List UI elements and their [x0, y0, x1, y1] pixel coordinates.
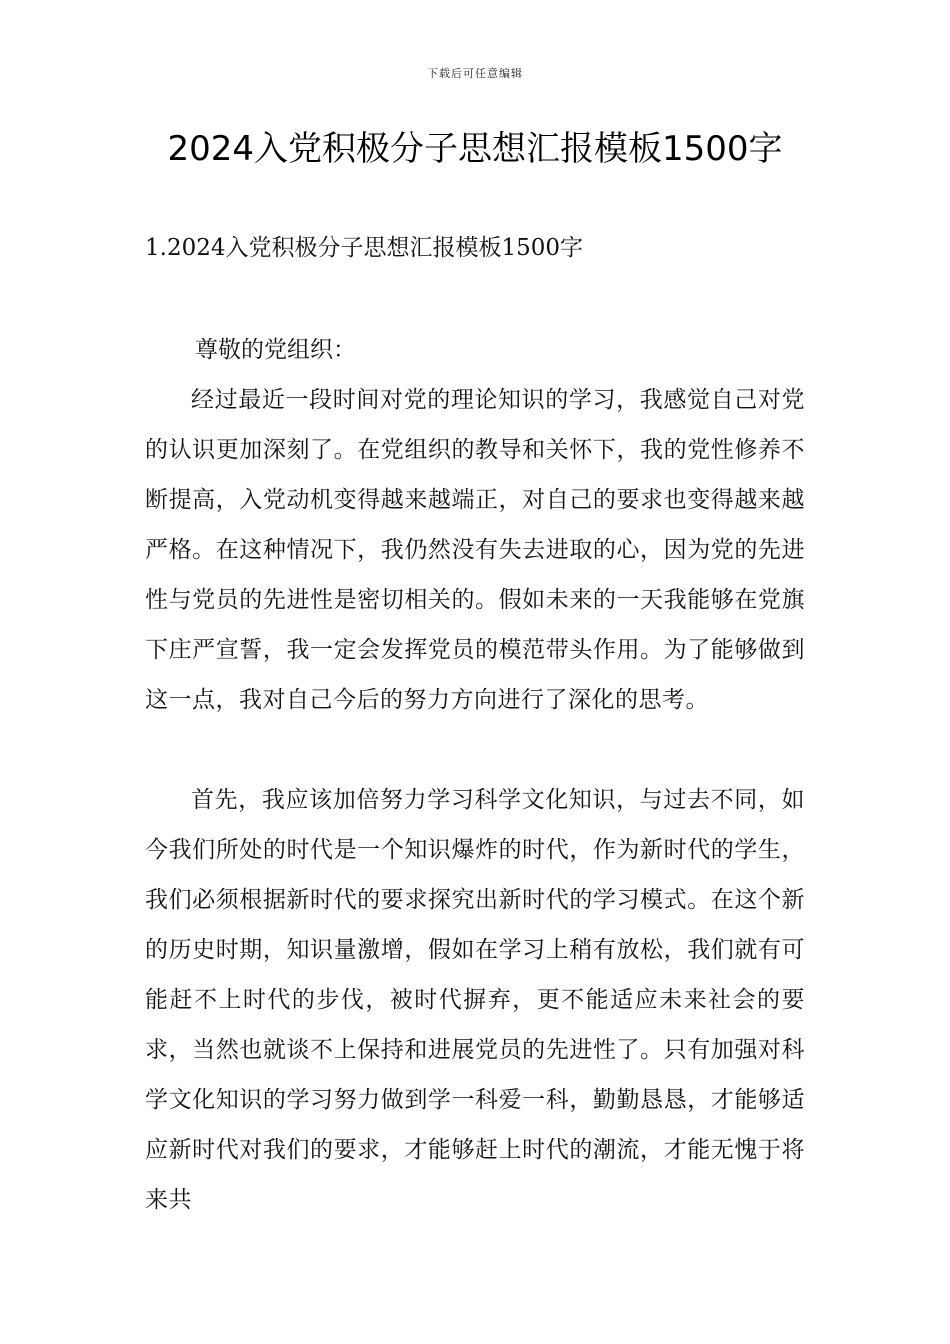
document-title: 2024入党积极分子思想汇报模板1500字	[167, 129, 783, 169]
body-paragraph-1: 经过最近一段时间对党的理论知识的学习，我感觉自己对党的认识更加深刻了。在党组织的教导和关怀下，我的党性修养不断提高，入党动机变得越来越端正，对自己的要求也变得越来越严格。在这种情况下，我仍然没有失去进取的心，因为党的先进性与党员的先进性是密切相关的。假如未来的一天我能够在党旗下庄严宣誓，我一定会发挥党员的模范带头作用。为了能够做到这一点，我对自己今后的努力方向进行了深化的思考。	[145, 387, 805, 713]
header-note: 下载后可任意编辑	[427, 67, 523, 80]
salutation: 尊敬的党组织：	[195, 337, 356, 363]
section-heading: 1.2024入党积极分子思想汇报模板1500字	[145, 235, 584, 261]
body-paragraph-2: 首先，我应该加倍努力学习科学文化知识，与过去不同，如今我们所处的时代是一个知识爆炸的时代，作为新时代的学生，我们必须根据新时代的要求探究出新时代的学习模式。在这个新的历史时期，知识量激增，假如在学习上稍有放松，我们就有可能赶不上时代的步伐，被时代摒弃，更不能适应未来社会的要求，当然也就谈不上保持和进展党员的先进性了。只有加强对科学文化知识的学习努力做到学一科爱一科，勤勤恳恳，才能够适应新时代对我们的要求，才能够赶上时代的潮流，才能无愧于将来共	[145, 787, 805, 1213]
